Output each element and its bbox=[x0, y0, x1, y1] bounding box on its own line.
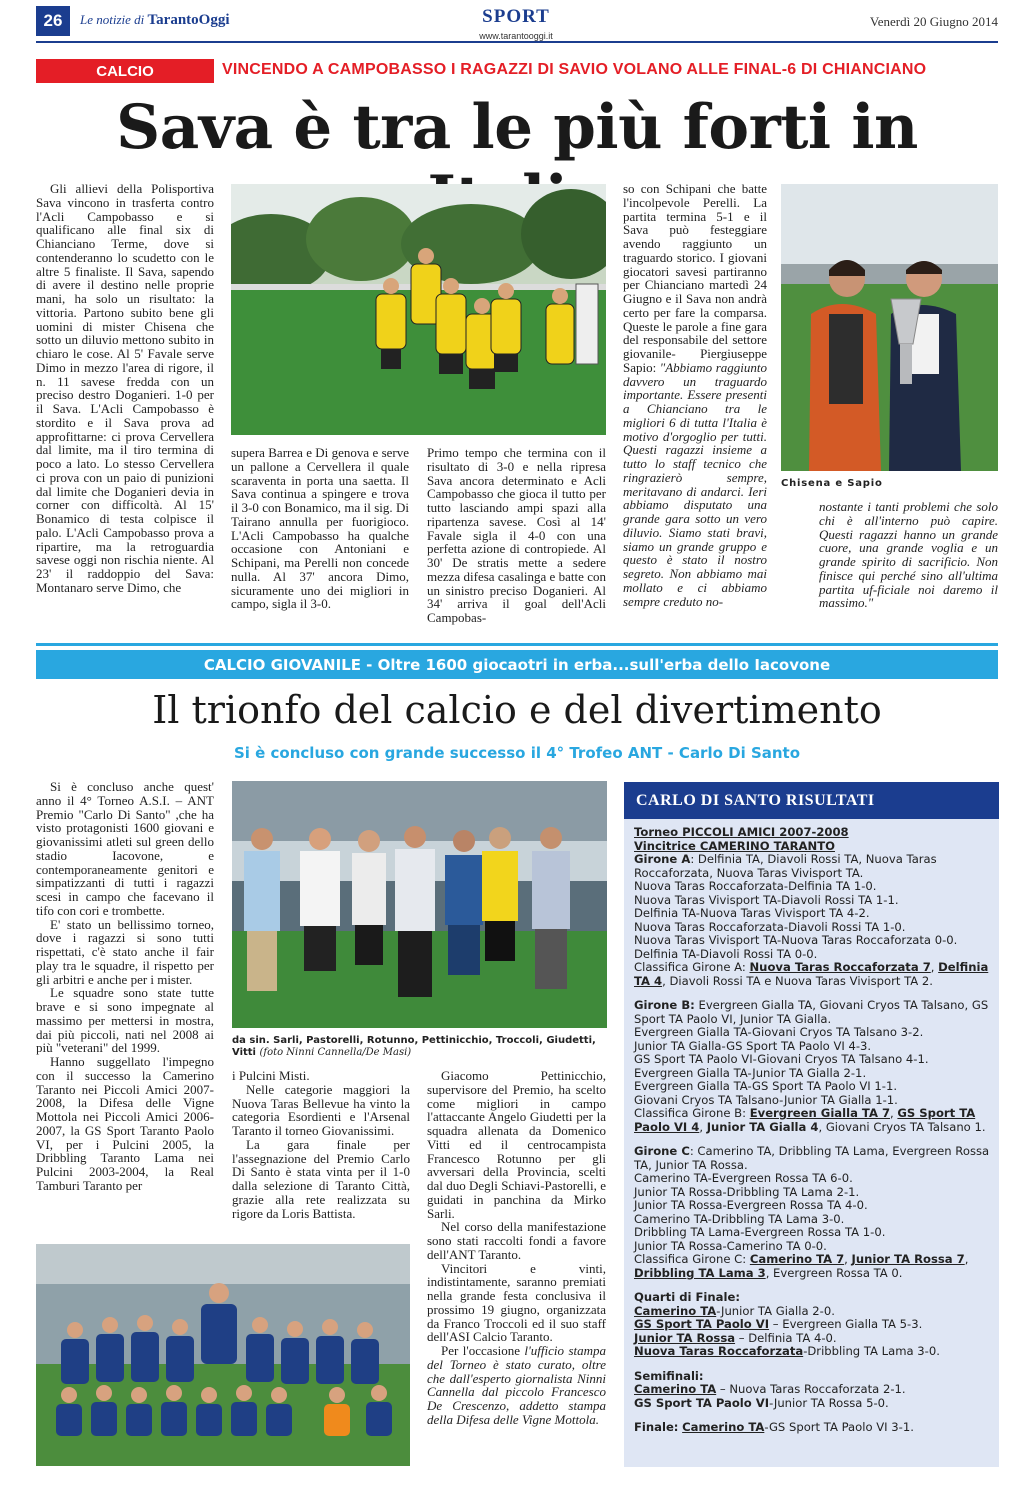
girone-a-standings bbox=[634, 961, 993, 988]
semifinals-label: Semifinali: bbox=[634, 1368, 704, 1383]
article1-column-2 bbox=[231, 446, 409, 611]
article2-col2-para2: La gara finale per l'assegnazione del Premio Carlo Di Santo è stata vinta per il 1-0 dalla selezione di Taranto Città, grazie alla rete realizzata su rigore da Loris Battista. bbox=[232, 1136, 410, 1221]
match-result: – Evergreen Gialla TA 5-3. bbox=[769, 1317, 923, 1331]
article2-col1-para2: E' stato un bellissimo torneo, dove i ragazzi si sono tutti rispettati, c'è stato anche il fair play tra le squadre, il rispetto per gli arbitri e anche per i mister. bbox=[36, 916, 214, 987]
article1-column-5 bbox=[819, 500, 998, 610]
article2-col3-para1: Giacomo Pettinicchio, supervisore del Premio, ha scelto come migliori in campo l'attaccante Angelo Giudetti per la squadra allenata da Domenico Vitti ed il centrocampista Francesco Rotunno per gli avversari della Provincia, scelti dal duo Degli Schiavi-Pastorelli, e guidati in panchina da Mirko Sarli. bbox=[427, 1068, 606, 1221]
article2-col3-para2: Nel corso della manifestazione sono stati raccolti fondi a favore dell'ANT Taranto. bbox=[427, 1219, 606, 1262]
girone-c-match: Camerino TA-Evergreen Rossa TA 6-0. bbox=[634, 1171, 853, 1185]
final-match bbox=[634, 1421, 993, 1435]
article2-col2-para0: i Pulcini Misti. bbox=[232, 1068, 310, 1083]
match-winner: Camerino TA bbox=[634, 1303, 717, 1318]
girone-a-match: Nuova Taras Roccaforzata-Delfinia TA 1-0. bbox=[634, 879, 877, 893]
semifinal-match bbox=[634, 1397, 993, 1411]
girone-b-label: Girone B: bbox=[634, 998, 695, 1012]
girone-b-standings bbox=[634, 1107, 993, 1134]
girone-b-match: Evergreen Gialla TA-Giovani Cryos TA Talsano 3-2. bbox=[634, 1025, 924, 1039]
sapio-quote-part1: "Abbiamo raggiunto davvero un traguardo importante. Essere presenti a Chianciano tra le migliori 6 di tutta l'Italia è motivo d'orgoglio per tutti. Questi ragazzi insieme a tutto lo staff tecnico che ringrazierò sempre, meritavano di andarci. Ieri abbiamo disputato una grande gara sotto un vero diluvio. Siamo stati bravi, siamo un grande gruppo e questo è stato il nostro segreto. Non abbiamo mai mollato e ci abbiamo sempre creduto no- bbox=[623, 359, 768, 609]
article2-col3-para4-start: Per l'occasione bbox=[441, 1343, 520, 1358]
article2-column-1 bbox=[36, 780, 214, 1193]
semifinal-match bbox=[634, 1383, 993, 1397]
girone-c-standings bbox=[634, 1253, 993, 1280]
article2-top-rule bbox=[36, 643, 998, 646]
standings-team: Junior TA Gialla 4 bbox=[706, 1119, 819, 1134]
match-result: – Nuova Taras Roccaforzata 2-1. bbox=[716, 1382, 906, 1396]
girone-c-label: Girone C bbox=[634, 1144, 690, 1158]
match-result: -GS Sport TA Paolo VI 3-1. bbox=[764, 1420, 914, 1434]
article1-headline: Sava è tra le più forti in bbox=[116, 92, 918, 163]
award-group-photo bbox=[232, 781, 607, 1028]
article2-col2-para1: Nelle categorie maggiori la Nuova Taras Bellevue ha vinto la categoria Esordienti e l'Arsenal Taranto il torneo Giovanissimi. bbox=[232, 1081, 410, 1138]
article2-headline: Il trionfo del calcio e del divertimento bbox=[152, 688, 882, 732]
match-result: – Delfinia TA 4-0. bbox=[735, 1330, 837, 1345]
standings-sep: , bbox=[699, 1119, 707, 1134]
match-winner: Junior TA Rossa bbox=[634, 1330, 736, 1345]
girone-b-match: Giovani Cryos TA Talsano-Junior TA Gialla 1-1. bbox=[634, 1092, 898, 1107]
girone-c-match: Dribbling TA Lama-Evergreen Rossa TA 1-0. bbox=[634, 1225, 886, 1239]
article1-col3-text: Primo tempo che termina con il risultato di 3-0 e nella ripresa Sava ancora determinato e Acli Campobasso che gioca il tutto per tutto lasciando ampi spazi alla ripartenza savese. Così al 14' Favale sigla il 4-0 con una perfetta azione di contropiede. Al 30' De stratis mette a sedere mezza difesa casalinga e batte con un sinistro preciso Doganieri. Al 34' arriva il goal dell'Acli Campobas- bbox=[427, 445, 606, 625]
standings-team: Camerino TA 7 bbox=[749, 1252, 845, 1266]
standings-team: Delfinia TA 4 bbox=[634, 960, 989, 988]
quarterfinal-match bbox=[634, 1345, 993, 1359]
quarterfinal-match bbox=[634, 1332, 993, 1346]
girone-c-match: Junior TA Rossa-Dribbling TA Lama 2-1. bbox=[634, 1184, 860, 1199]
quarterfinal-match bbox=[634, 1318, 993, 1332]
article1-col4-text: so con Schipani che batte l'incolpevole Perelli. La partita termina 5-1 e il Sava può festeggiare avendo raggiunto un traguardo storico. I giovani giocatori savesi partiranno per Chianciano martedì 24 Giugno e il Sava non andrà certo per fare la comparsa. Queste le parole a fine gara del responsabile del settore giovanile- Piergiuseppe Sapio: bbox=[623, 181, 767, 375]
standings-sep: , bbox=[890, 1106, 898, 1120]
chisena-sapio-caption: Chisena e Sapio bbox=[781, 478, 883, 489]
brand-name: TarantoOggi bbox=[147, 12, 230, 28]
match-winner: Nuova Taras Roccaforzata bbox=[634, 1344, 804, 1358]
article2-col3-para3: Vincitori e vinti, indistintamente, saranno premiati nella grande festa conclusiva il prossimo 19 giugno, organizzata da Franco Troccoli ed il suo staff dell'ASI Calcio Taranto. bbox=[427, 1260, 606, 1345]
article2-column-3 bbox=[427, 1069, 606, 1427]
girone-a-label: Girone A bbox=[634, 852, 691, 866]
article2-col1-para4: Hanno suggellato l'impegno con il successo la Camerino Taranto nei Piccoli Amici 2007-2008, la Difesa delle Vigne Mottola nei Piccoli Amici 2006-2007, la GS Sport Taranto Paolo VI, per i Pulcini 2005, la Dribbling Taranto Lama nei Pulcini 2003-2004, la Real Tamburi Taranto per bbox=[36, 1054, 214, 1193]
page-number: 26 bbox=[36, 6, 70, 36]
results-box-header: CARLO DI SANTO RISULTATI bbox=[624, 782, 999, 819]
team-celebration-photo bbox=[231, 184, 606, 435]
girone-b-match: Junior TA Gialla-GS Sport TA Paolo VI 4-3. bbox=[634, 1038, 872, 1053]
results-box bbox=[624, 819, 999, 1467]
girone-b-match: Evergreen Gialla TA-Junior TA Gialla 2-1. bbox=[634, 1065, 867, 1080]
article1-subtitle: VINCENDO A CAMPOBASSO I RAGAZZI DI SAVIO VOLANO ALLE FINAL-6 DI CHIANCIANO bbox=[222, 61, 927, 78]
match-winner: GS Sport TA Paolo VI bbox=[634, 1317, 770, 1331]
standings-sep: , bbox=[844, 1252, 852, 1266]
girone-b-match: Evergreen Gialla TA-GS Sport TA Paolo VI 1-1. bbox=[634, 1079, 898, 1093]
girone-b-match: GS Sport TA Paolo VI-Giovani Cryos TA Talsano 4-1. bbox=[634, 1052, 929, 1066]
article2-col3-para4-rest: l'ufficio stampa del Torneo è stato curato, oltre che dall'esperto giornalista Ninni Cannella dal piccolo Francesco De Crescenzo, addetto stampa della Difesa delle Vigne Mottola. bbox=[427, 1343, 607, 1427]
article2-kicker: CALCIO GIOVANILE - Oltre 1600 giocaotri in erba...sull'erba dello Iacovone bbox=[36, 650, 998, 679]
article1-col2-text: supera Barrea e Di genova e serve un pallone a Cervellera il quale scaraventa in porta una saetta. Il Sava continua a spingere e trova il 3-0 con Bonamico, ma il sig. Di Tairano annulla per fuorigioco. L'Acli Campobasso ha qualche occasione con Antoniani e Schipani, ma Perelli non concede nulla. Al 37' ancora Dimo, sicuramente uno dei migliori in campo, sigla il 3-0. bbox=[231, 445, 409, 612]
header-divider bbox=[36, 41, 998, 43]
award-photo-credit: (foto Ninni Cannella/De Masi) bbox=[259, 1046, 412, 1058]
final-label: Finale: bbox=[634, 1420, 679, 1434]
match-result: -Junior TA Rossa 5-0. bbox=[769, 1395, 889, 1410]
standings-rest: , Giovani Cryos TA Talsano 1. bbox=[818, 1119, 986, 1134]
standings-team: GS Sport TA Paolo VI 4 bbox=[634, 1106, 976, 1134]
girone-a-match: Delfinia TA-Nuova Taras Vivisport TA 4-2. bbox=[634, 906, 870, 920]
standings-rest: , Evergreen Rossa TA 0. bbox=[765, 1265, 903, 1280]
standings-label: Classifica Girone C: bbox=[634, 1252, 750, 1266]
sapio-quote-part2: nostante i tanti problemi che solo chi è all'interno può capire. Questi ragazzi hanno un grande cuore, una grande voglia e un grande spirito di sacrificio. Non finisce qui perché sino all'ultima partita uf-ficiale noi daremo il massimo." bbox=[819, 499, 998, 611]
standings-label: Classifica Girone A: bbox=[634, 960, 750, 974]
newspaper-brand bbox=[80, 12, 230, 29]
site-url: www.tarantooggi.it bbox=[479, 31, 553, 41]
article2-column-2 bbox=[232, 1069, 410, 1220]
article2-col1-para1: Si è concluso anche quest' anno il 4° Torneo A.S.I. – ANT Premio "Carlo Di Santo" ,che ha visto protagonisti 1600 giovani e giovanissimi atleti sul green dello stadio Iacovone, e contemporaneamente genitori e simpatizzanti di tutti i ragazzi scesi in campo che facevano il tifo con cori e trombette. bbox=[36, 779, 214, 918]
article1-col1-text: Gli allievi della Polisportiva Sava vincono in trasferta contro l'Acli Campobasso e si qualificano alle final six di Chianciano Terme, dove si contenderanno lo scudetto con le altre 5 finaliste. Il Sava, sapendo di avere il destino nelle proprie mani, ha solo un risultato: la vittoria. Partono subito bene gli uomini di mister Chisena che sotto un diluvio mettono subito in chiaro le cose. Al 5' Favale serve Dimo in mezzo l'area di rigore, il n. 11 savese fredda con un preciso destro Doganieri. 1-0 per il Sava. L'Acli Campobasso è stordito e il Sava prova ad approfittarne: ci prova Cervellera dal limite, ma il tiro termina di poco a lato. Lo stesso Cervellera ci prova con un paio di punizioni dal limite che Doganieri devia in corner con difficoltà. Al 15' Bonamico di testa colpisce il palo. L'Acli Campobasso prova a ripartire, ma la retroguardia savese oggi non rischia niente. Al 23' il raddoppio del Sava: Montanaro serve Dimo, che bbox=[36, 181, 214, 595]
match-result: -Dribbling TA Lama 3-0. bbox=[803, 1344, 940, 1358]
girone-a-match: Nuova Taras Vivisport TA-Nuova Taras Roccaforzata 0-0. bbox=[634, 933, 958, 947]
article2-subtitle: Si è concluso con grande successo il 4° Trofeo ANT - Carlo Di Santo bbox=[233, 744, 801, 762]
girone-a-match: Nuova Taras Roccaforzata-Diavoli Rossi TA 1-0. bbox=[634, 919, 906, 934]
article1-column-1 bbox=[36, 182, 214, 595]
quarterfinal-match bbox=[634, 1305, 993, 1319]
article1-column-3 bbox=[427, 446, 606, 625]
girone-c-match: Camerino TA-Dribbling TA Lama 3-0. bbox=[634, 1211, 845, 1226]
brand-prefix: Le notizie di bbox=[80, 12, 145, 27]
girone-a-match: Nuova Taras Vivisport TA-Diavoli Rossi TA 1-1. bbox=[634, 892, 899, 907]
girone-c-teams: : Camerino TA, Dribbling TA Lama, Evergreen Rossa TA, Junior TA Rossa. bbox=[634, 1144, 990, 1172]
standings-rest: , Diavoli Rossi TA e Nuova Taras Vivisport TA 2. bbox=[662, 973, 933, 988]
girone-a-match: Delfinia TA-Diavoli Rossi TA 0-0. bbox=[634, 946, 818, 961]
girone-b-teams: Evergreen Gialla TA, Giovani Cryos TA Talsano, GS Sport TA Paolo VI, Junior TA Gialla. bbox=[634, 998, 989, 1026]
article1-column-4 bbox=[623, 182, 767, 608]
quarterfinals-label: Quarti di Finale: bbox=[634, 1290, 740, 1304]
standings-label: Classifica Girone B: bbox=[634, 1106, 750, 1120]
issue-date: Venerdì 20 Giugno 2014 bbox=[869, 14, 998, 29]
kids-team-photo bbox=[36, 1244, 410, 1466]
chisena-sapio-photo bbox=[781, 184, 998, 471]
standings-team: Junior TA Rossa 7 bbox=[851, 1252, 965, 1266]
results-winner: Vincitrice CAMERINO TARANTO bbox=[634, 838, 835, 853]
article2-col1-para3: Le squadre sono state tutte brave e si sono impegnate al massimo per mettersi in mostra, dai più piccoli, nati nel 2008 ai più "veterani" del 1999. bbox=[36, 985, 214, 1056]
section-title: SPORT bbox=[482, 6, 550, 27]
award-photo-caption bbox=[232, 1035, 607, 1058]
match-result: -Junior TA Gialla 2-0. bbox=[716, 1303, 835, 1318]
standings-sep: , bbox=[964, 1252, 969, 1266]
match-winner: Camerino TA bbox=[634, 1382, 717, 1396]
standings-team: Evergreen Gialla TA 7 bbox=[749, 1106, 891, 1120]
standings-sep: , bbox=[930, 960, 939, 974]
results-tournament: Torneo PICCOLI AMICI 2007-2008 bbox=[634, 825, 849, 839]
girone-c-match: Junior TA Rossa-Camerino TA 0-0. bbox=[634, 1238, 827, 1253]
match-winner: Camerino TA bbox=[682, 1420, 765, 1434]
match-winner: GS Sport TA Paolo VI bbox=[634, 1395, 770, 1410]
standings-team: Dribbling TA Lama 3 bbox=[634, 1265, 766, 1280]
award-photo-names: da sin. Sarli, Pastorelli, Rotunno, Pettinicchio, Troccoli, Giudetti, Vitti bbox=[232, 1035, 596, 1058]
girone-a-teams: : Delfinia TA, Diavoli Rossi TA, Nuova Taras Roccaforzata, Nuova Taras Vivisport TA. bbox=[634, 852, 937, 880]
standings-team: Nuova Taras Roccaforzata 7 bbox=[749, 960, 931, 974]
article1-kicker: CALCIO bbox=[36, 59, 214, 83]
girone-c-match: Junior TA Rossa-Evergreen Rossa TA 4-0. bbox=[634, 1198, 868, 1212]
